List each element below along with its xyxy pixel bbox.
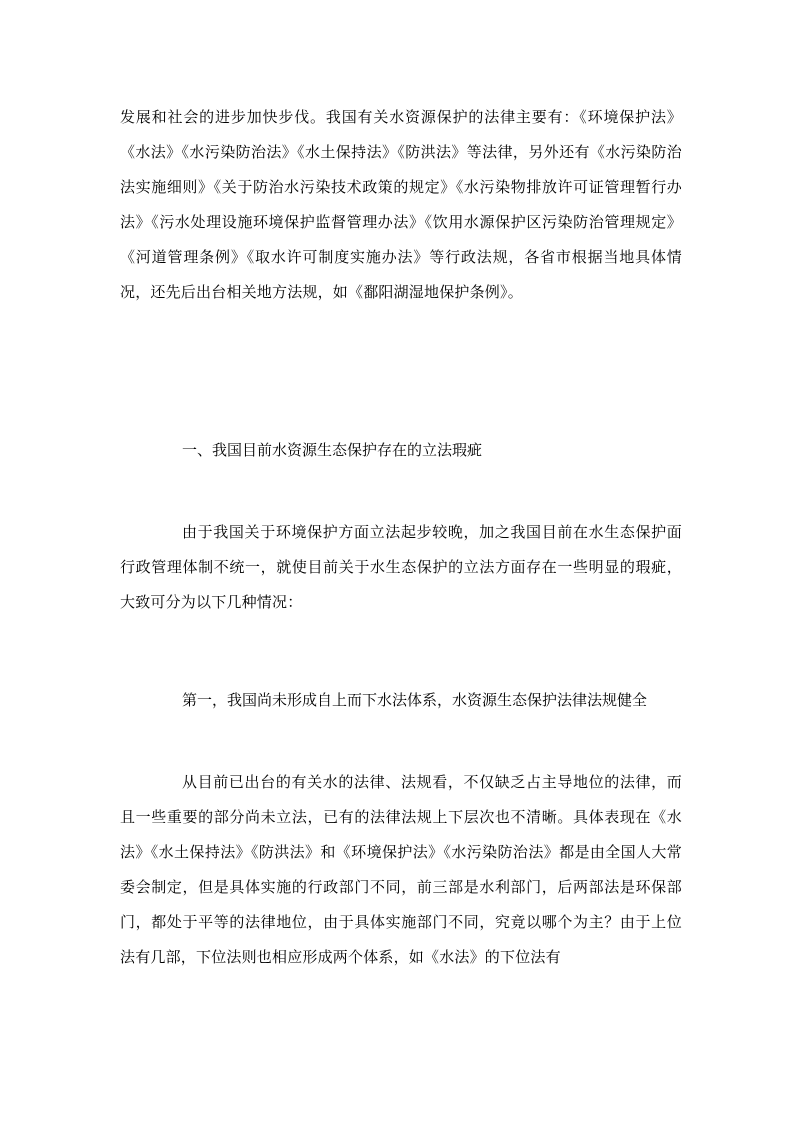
point-heading: 第一，我国尚未形成自上而下水法体系，水资源生态保护法律法规健全 — [182, 691, 648, 709]
point-body-paragraph: 从目前已出台的有关水的法律、法规看，不仅缺乏占主导地位的法律，而且一些重要的部分尚未立法，已有的法律法规上下层次也不清晰。具体表现在《水法》《水土保持法》《防洪法》和《环境保护法》《水污染防治法》都是由全国人大常委会制定，但是具体实施的行政部门不同，前三部是水利部门，后两部法是环保部门，都处于平等的法律地位，由于具体实施部门不同，究竟以哪个为主？由于上位法有几部，下位法则也相应形成两个体系，如《水法》的下位法有 — [120, 773, 682, 966]
intro-paragraph: 发展和社会的进步加快步伐。我国有关水资源保护的法律主要有：《环境保护法》《水法》《水污染防治法》《水土保持法》《防洪法》等法律，另外还有《水污染防治法实施细则》《关于防治水污染技术政策的规定》《水污染物排放许可证管理暂行办法》《污水处理设施环境保护监督管理办法》《饮用水源保护区污染防治管理规定》《河道管理条例》《取水许可制度实施办法》等行政法规，各省市根据当地具体情况，还先后出台相关地方法规，如《鄱阳湖湿地保护条例》。 — [120, 108, 682, 301]
section-heading: 一、我国目前水资源生态保护存在的立法瑕疵 — [182, 441, 483, 459]
section-intro-paragraph: 由于我国关于环境保护方面立法起步较晚，加之我国目前在水生态保护面行政管理体制不统一，就使目前关于水生态保护的立法方面存在一些明显的瑕疵，大致可分为以下几种情况： — [120, 523, 682, 611]
